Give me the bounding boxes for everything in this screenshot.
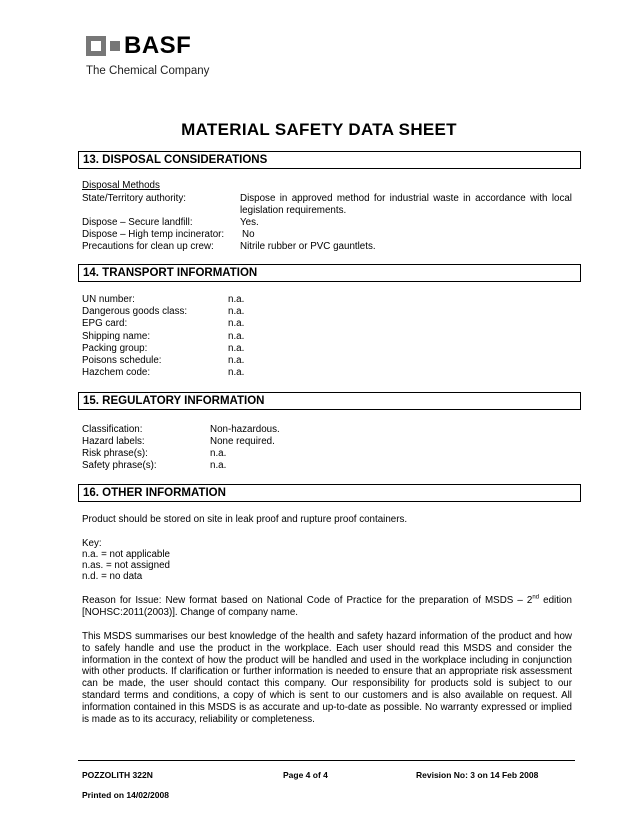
reason-text-start: Reason for Issue: New format based on National Code of Practice for the preparation of MSDS – 2	[82, 595, 533, 606]
s15-row-value: Non-hazardous.	[210, 424, 280, 435]
s14-row-value: n.a.	[228, 318, 245, 329]
s13-row-label: Dispose – Secure landfill:	[82, 217, 193, 228]
reason-for-issue	[82, 595, 572, 619]
company-tagline: The Chemical Company	[86, 65, 210, 77]
s14-row-label: Packing group:	[82, 343, 148, 354]
s13-row-label: State/Territory authority:	[82, 193, 186, 204]
s14-row-value: n.a.	[228, 343, 245, 354]
msds-summary: This MSDS summarises our best knowledge of the health and safety hazard information of the product and how to safely handle and use the product in the workplace. Each user should read this MSDS and consider the information in the context of how the product will be handled and used in the workplace including in conjunction with other products. If clarification or further information is needed to ensure that an appropriate risk assessment can be made, the user should contact this company. Our responsibility for products sold is subject to our standard terms and conditions, a copy of which is sent to our customers and is also available on request. All information contained in this MSDS is as accurate and up-to-date as possible. No warranty expressed or implied is made as to its accuracy, reliability or completeness.	[82, 631, 572, 725]
s15-row-label: Hazard labels:	[82, 436, 145, 447]
footer-page: Page 4 of 4	[283, 770, 328, 780]
s14-row-label: UN number:	[82, 294, 135, 305]
s15-row-label: Risk phrase(s):	[82, 448, 148, 459]
s14-row-value: n.a.	[228, 306, 245, 317]
section-13-heading: 13. DISPOSAL CONSIDERATIONS	[78, 151, 581, 169]
s15-row-value: n.a.	[210, 448, 227, 459]
storage-note: Product should be stored on site in leak proof and rupture proof containers.	[82, 514, 408, 525]
footer-revision: Revision No: 3 on 14 Feb 2008	[416, 770, 539, 780]
s15-row-value: n.a.	[210, 460, 227, 471]
footer-printed: Printed on 14/02/2008	[82, 790, 169, 800]
s14-row-label: Hazchem code:	[82, 367, 151, 378]
reason-superscript: nd	[532, 594, 540, 601]
s13-row-value: No	[242, 229, 255, 240]
s14-row-label: Shipping name:	[82, 331, 151, 342]
s14-row-label: EPG card:	[82, 318, 128, 329]
s14-row-value: n.a.	[228, 294, 245, 305]
logo-square-solid-icon	[110, 41, 120, 51]
s13-row-value: Yes.	[240, 217, 259, 228]
s15-row-label: Classification:	[82, 424, 143, 435]
s15-row-value: None required.	[210, 436, 275, 447]
footer-divider	[78, 760, 575, 761]
logo-square-outline-icon	[86, 36, 106, 56]
logo-text: BASF	[124, 32, 192, 59]
s14-row-value: n.a.	[228, 331, 245, 342]
section-16-heading: 16. OTHER INFORMATION	[78, 484, 581, 502]
s15-row-label: Safety phrase(s):	[82, 460, 157, 471]
s13-row-value: Dispose in approved method for industrial waste in accordance with local legislation requirements.	[240, 193, 572, 216]
s14-row-label: Dangerous goods class:	[82, 306, 188, 317]
s13-row-label: Precautions for clean up crew:	[82, 241, 214, 252]
s13-row-label: Dispose – High temp incinerator:	[82, 229, 225, 240]
key-title: Key:	[82, 538, 102, 549]
s14-row-value: n.a.	[228, 355, 245, 366]
disposal-methods-subheading: Disposal Methods	[82, 180, 160, 191]
section-14-heading: 14. TRANSPORT INFORMATION	[78, 264, 581, 282]
key-item: n.a. = not applicable	[82, 549, 170, 560]
section-15-heading: 15. REGULATORY INFORMATION	[78, 392, 581, 410]
footer-product: POZZOLITH 322N	[82, 770, 153, 780]
key-item: n.as. = not assigned	[82, 560, 170, 571]
s13-row-value: Nitrile rubber or PVC gauntlets.	[240, 241, 376, 252]
s14-row-label: Poisons schedule:	[82, 355, 162, 366]
reason-text-end: edition [NOHSC:2011(2003)]. Change of company name.	[82, 595, 573, 618]
document-title: MATERIAL SAFETY DATA SHEET	[181, 120, 457, 139]
s14-row-value: n.a.	[228, 367, 245, 378]
key-item: n.d. = no data	[82, 571, 143, 582]
